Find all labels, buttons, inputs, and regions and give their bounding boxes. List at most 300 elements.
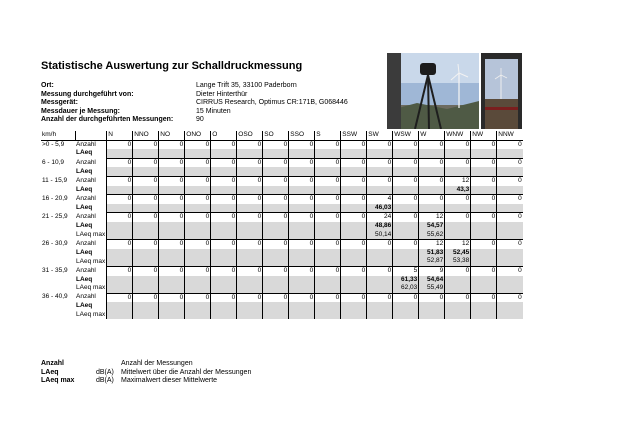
legend-term: Anzahl [41, 360, 64, 367]
table-cell [211, 257, 237, 266]
table-cell [185, 311, 211, 320]
table-cell [289, 186, 315, 195]
table-cell: 52,87 [419, 257, 445, 266]
meta-value: 15 Minuten [196, 107, 231, 115]
speed-range [41, 204, 75, 213]
table-row [41, 213, 523, 222]
table-cell [445, 311, 471, 320]
column-header: km/h [41, 131, 75, 140]
table-row [41, 231, 523, 240]
meta-label: Messgerät: [41, 99, 78, 106]
table-row [41, 302, 523, 311]
meta-value: 90 [196, 116, 204, 123]
table-cell: 0 [159, 176, 185, 185]
table-cell [159, 311, 185, 320]
table-cell [471, 167, 497, 176]
table-cell: 0 [159, 293, 185, 302]
table-cell: 0 [497, 140, 523, 149]
table-cell [393, 204, 419, 213]
meta-value: Dieter Hinterthür [196, 90, 248, 98]
table-cell: 0 [445, 293, 471, 302]
table-cell: 0 [263, 293, 289, 302]
speed-range: 6 - 10,9 [42, 158, 65, 166]
table-cell: 0 [341, 140, 367, 149]
speed-range [41, 311, 75, 320]
table-cell [237, 231, 263, 240]
table-cell [315, 257, 341, 266]
table-cell [445, 204, 471, 213]
row-label: Anzahl [76, 293, 96, 301]
speed-range: 36 - 40,9 [42, 293, 68, 301]
table-row [41, 176, 523, 185]
table-cell: 0 [289, 195, 315, 204]
table-cell [185, 249, 211, 258]
column-header: WSW [393, 131, 419, 140]
legend-desc: Anzahl der Messungen [121, 360, 193, 367]
table-row [41, 276, 523, 285]
table-cell [497, 284, 523, 293]
table-cell: 55,49 [419, 284, 445, 293]
table-cell [341, 167, 367, 176]
table-cell: 0 [263, 213, 289, 222]
table-cell [185, 204, 211, 213]
table-cell [315, 276, 341, 285]
table-cell [393, 302, 419, 311]
table-cell: 0 [289, 213, 315, 222]
table-cell [133, 186, 159, 195]
table-cell [341, 302, 367, 311]
table-cell: 55,62 [419, 231, 445, 240]
table-cell: 0 [497, 240, 523, 249]
meta-value: Lange Trift 35, 33100 Paderborn [196, 82, 297, 89]
table-cell [159, 167, 185, 176]
table-cell: 0 [211, 293, 237, 302]
table-cell: 0 [471, 213, 497, 222]
table-cell [445, 167, 471, 176]
table-cell: 0 [133, 158, 159, 167]
table-cell [289, 222, 315, 231]
table-cell [263, 186, 289, 195]
column-header: NO [159, 131, 185, 140]
row-label: LAeq max [76, 284, 106, 292]
speed-range [41, 186, 75, 195]
table-cell [159, 257, 185, 266]
table-cell: 4 [367, 195, 393, 204]
table-cell [237, 276, 263, 285]
table-cell [263, 249, 289, 258]
table-cell [263, 204, 289, 213]
row-label: LAeq [76, 248, 93, 256]
table-cell [185, 257, 211, 266]
table-cell: 54,57 [419, 222, 445, 231]
table-cell: 0 [471, 195, 497, 204]
table-cell: 0 [315, 195, 341, 204]
table-cell: 53,38 [445, 257, 471, 266]
table-cell [471, 204, 497, 213]
table-cell [133, 231, 159, 240]
legend-desc: Maximalwert dieser Mittelwerte [121, 377, 218, 384]
meta-row [41, 99, 348, 108]
table-cell: 0 [497, 213, 523, 222]
table-cell [393, 249, 419, 258]
table-cell: 0 [107, 240, 133, 249]
table-cell [211, 276, 237, 285]
table-cell: 0 [185, 266, 211, 275]
table-row [41, 257, 523, 266]
table-cell: 0 [471, 140, 497, 149]
table-cell [471, 222, 497, 231]
table-cell: 0 [471, 293, 497, 302]
table-cell [341, 222, 367, 231]
table-cell [341, 257, 367, 266]
table-cell [315, 284, 341, 293]
table-row [41, 167, 523, 176]
table-cell [497, 149, 523, 158]
table-cell [107, 222, 133, 231]
meta-label: Messdauer je Messung: [41, 107, 120, 115]
table-cell [367, 167, 393, 176]
table-cell [445, 276, 471, 285]
table-cell [107, 249, 133, 258]
table-cell: 0 [289, 240, 315, 249]
table-cell [341, 284, 367, 293]
table-cell: 0 [393, 140, 419, 149]
row-label: LAeq [76, 275, 93, 283]
column-header: NNW [497, 131, 523, 140]
table-cell: 0 [419, 293, 445, 302]
table-cell [341, 249, 367, 258]
table-cell: 0 [367, 240, 393, 249]
tripod-microphone-photo [387, 53, 479, 129]
table-cell [107, 186, 133, 195]
table-cell [497, 276, 523, 285]
table-cell [445, 284, 471, 293]
table-cell: 0 [211, 240, 237, 249]
table-cell: 0 [211, 266, 237, 275]
table-cell [315, 249, 341, 258]
table-cell [211, 204, 237, 213]
table-cell [289, 302, 315, 311]
table-cell: 0 [237, 140, 263, 149]
table-cell [315, 149, 341, 158]
table-cell [419, 186, 445, 195]
table-cell: 0 [185, 140, 211, 149]
table-cell [471, 302, 497, 311]
table-cell: 0 [419, 140, 445, 149]
table-cell [445, 302, 471, 311]
table-cell [211, 311, 237, 320]
table-cell: 0 [211, 140, 237, 149]
table-cell [393, 231, 419, 240]
table-cell: 0 [471, 240, 497, 249]
table-cell [497, 257, 523, 266]
table-cell [211, 231, 237, 240]
table-cell: 0 [237, 176, 263, 185]
table-cell: 51,83 [419, 249, 445, 258]
table-cell [263, 276, 289, 285]
table-cell [393, 311, 419, 320]
table-cell [107, 311, 133, 320]
meta-row [41, 91, 348, 100]
column-header: SSO [289, 131, 315, 140]
table-cell: 12 [419, 240, 445, 249]
table-cell [237, 222, 263, 231]
table-cell: 0 [471, 158, 497, 167]
table-cell [419, 149, 445, 158]
table-cell [133, 149, 159, 158]
row-label: Anzahl [76, 266, 96, 274]
row-label: Anzahl [76, 158, 96, 166]
table-cell [471, 186, 497, 195]
table-cell [107, 204, 133, 213]
table-cell: 0 [237, 240, 263, 249]
table-cell [367, 276, 393, 285]
speed-range [41, 302, 75, 311]
row-label: LAeq max [76, 257, 106, 265]
table-cell [211, 222, 237, 231]
table-row [41, 140, 523, 149]
table-cell [133, 249, 159, 258]
table-cell [393, 167, 419, 176]
legend [41, 360, 251, 386]
table-cell: 0 [185, 240, 211, 249]
table-cell [107, 276, 133, 285]
table-cell: 0 [419, 195, 445, 204]
table-cell: 0 [419, 158, 445, 167]
legend-unit: dB(A) [96, 368, 114, 376]
table-cell [341, 149, 367, 158]
table-cell: 0 [107, 176, 133, 185]
table-cell [497, 186, 523, 195]
table-cell [107, 302, 133, 311]
table-cell [211, 186, 237, 195]
meta-label: Messung durchgeführt von: [41, 90, 134, 98]
column-header: SO [263, 131, 289, 140]
table-cell: 0 [133, 240, 159, 249]
table-cell: 0 [107, 140, 133, 149]
table-cell: 0 [159, 158, 185, 167]
table-cell [367, 149, 393, 158]
table-cell: 0 [315, 158, 341, 167]
table-cell: 0 [471, 266, 497, 275]
row-label: Anzahl [76, 213, 96, 221]
table-cell [393, 186, 419, 195]
table-cell: 0 [237, 266, 263, 275]
table-cell [211, 249, 237, 258]
table-cell: 0 [107, 266, 133, 275]
table-cell: 24 [367, 213, 393, 222]
meta-value: CIRRUS Research, Optimus CR:171B, G068446 [196, 99, 348, 106]
table-cell [497, 167, 523, 176]
table-cell [471, 231, 497, 240]
table-cell [159, 284, 185, 293]
table-cell [341, 276, 367, 285]
legend-row [41, 360, 251, 369]
table-cell [263, 311, 289, 320]
table-cell [445, 222, 471, 231]
table-row [41, 186, 523, 195]
table-cell [237, 249, 263, 258]
table-cell [159, 276, 185, 285]
table-cell [393, 149, 419, 158]
table-cell [133, 311, 159, 320]
table-cell [289, 311, 315, 320]
statistics-table [41, 131, 523, 319]
table-cell: 46,03 [367, 204, 393, 213]
table-cell [497, 231, 523, 240]
table-cell [315, 311, 341, 320]
table-cell [471, 276, 497, 285]
table-cell [263, 149, 289, 158]
table-cell: 0 [159, 195, 185, 204]
table-cell [367, 302, 393, 311]
table-cell: 0 [497, 158, 523, 167]
table-cell [159, 222, 185, 231]
speed-range: 16 - 20,9 [42, 194, 68, 202]
column-header: WNW [445, 131, 471, 140]
speed-range [41, 167, 75, 176]
table-row [41, 240, 523, 249]
table-cell [367, 249, 393, 258]
table-cell [133, 302, 159, 311]
table-cell: 0 [393, 195, 419, 204]
table-cell [341, 311, 367, 320]
table-cell: 61,33 [393, 276, 419, 285]
measurement-info [41, 82, 348, 125]
table-row [41, 149, 523, 158]
legend-row [41, 377, 251, 386]
legend-term: LAeq [41, 368, 59, 376]
table-cell [393, 257, 419, 266]
table-cell: 0 [341, 176, 367, 185]
table-cell: 0 [107, 293, 133, 302]
table-row [41, 222, 523, 231]
legend-unit [96, 360, 121, 369]
column-header: O [211, 131, 237, 140]
table-cell [289, 249, 315, 258]
row-label: LAeq [76, 302, 93, 310]
table-cell: 0 [315, 213, 341, 222]
table-cell [263, 284, 289, 293]
speed-range: 26 - 30,9 [42, 239, 68, 247]
table-cell [237, 302, 263, 311]
table-cell [341, 231, 367, 240]
table-cell: 0 [289, 140, 315, 149]
table-cell [497, 222, 523, 231]
speed-range [41, 284, 75, 293]
table-cell: 0 [419, 176, 445, 185]
table-cell [419, 311, 445, 320]
meta-label: Anzahl der durchgeführten Messungen: [41, 116, 174, 123]
table-cell [471, 249, 497, 258]
table-cell: 54,64 [419, 276, 445, 285]
table-cell [107, 257, 133, 266]
table-cell [237, 204, 263, 213]
table-cell: 0 [211, 195, 237, 204]
column-header: NW [471, 131, 497, 140]
table-cell [419, 302, 445, 311]
table-cell: 0 [497, 293, 523, 302]
table-cell [185, 302, 211, 311]
table-cell: 0 [367, 176, 393, 185]
table-cell [211, 149, 237, 158]
table-cell: 0 [341, 293, 367, 302]
column-header [75, 131, 107, 140]
legend-unit: dB(A) [96, 377, 114, 384]
table-cell: 0 [341, 240, 367, 249]
table-cell: 0 [263, 176, 289, 185]
table-cell: 0 [133, 176, 159, 185]
meta-row [41, 82, 348, 91]
table-cell: 0 [341, 158, 367, 167]
table-cell [107, 149, 133, 158]
table-cell [237, 167, 263, 176]
row-label: Anzahl [76, 140, 96, 148]
table-cell [237, 149, 263, 158]
table-cell: 12 [419, 213, 445, 222]
meta-row [41, 108, 348, 117]
table-cell [107, 284, 133, 293]
table-cell: 0 [107, 213, 133, 222]
table-cell [367, 284, 393, 293]
table-header-row [41, 131, 523, 140]
table-cell: 0 [237, 195, 263, 204]
table-cell [419, 167, 445, 176]
table-cell: 12 [445, 240, 471, 249]
table-cell: 0 [263, 266, 289, 275]
table-cell [185, 231, 211, 240]
table-cell: 0 [471, 176, 497, 185]
table-cell [211, 302, 237, 311]
table-cell [133, 257, 159, 266]
wind-turbine-view-photo [481, 53, 522, 129]
table-cell: 52,45 [445, 249, 471, 258]
table-cell: 62,03 [393, 284, 419, 293]
table-cell [159, 231, 185, 240]
table-cell [315, 204, 341, 213]
table-cell: 5 [393, 266, 419, 275]
table-cell [497, 204, 523, 213]
table-cell: 0 [185, 158, 211, 167]
table-cell: 0 [263, 240, 289, 249]
speed-range [41, 257, 75, 266]
column-header: N [107, 131, 133, 140]
table-cell: 0 [445, 195, 471, 204]
table-row [41, 311, 523, 320]
column-header: OSO [237, 131, 263, 140]
table-cell: 0 [107, 158, 133, 167]
table-cell: 43,3 [445, 186, 471, 195]
table-cell [185, 167, 211, 176]
table-cell [289, 149, 315, 158]
column-header: NNO [133, 131, 159, 140]
table-cell: 0 [393, 213, 419, 222]
table-cell: 0 [185, 213, 211, 222]
column-header: ONO [185, 131, 211, 140]
table-cell: 0 [185, 293, 211, 302]
table-cell [133, 204, 159, 213]
table-cell: 0 [341, 266, 367, 275]
table-cell: 0 [497, 266, 523, 275]
row-label: Anzahl [76, 194, 96, 202]
table-cell: 0 [107, 195, 133, 204]
row-label: LAeq [76, 221, 93, 229]
table-cell: 0 [159, 240, 185, 249]
table-cell: 0 [289, 266, 315, 275]
table-cell [445, 149, 471, 158]
table-cell: 0 [315, 266, 341, 275]
table-cell [185, 284, 211, 293]
